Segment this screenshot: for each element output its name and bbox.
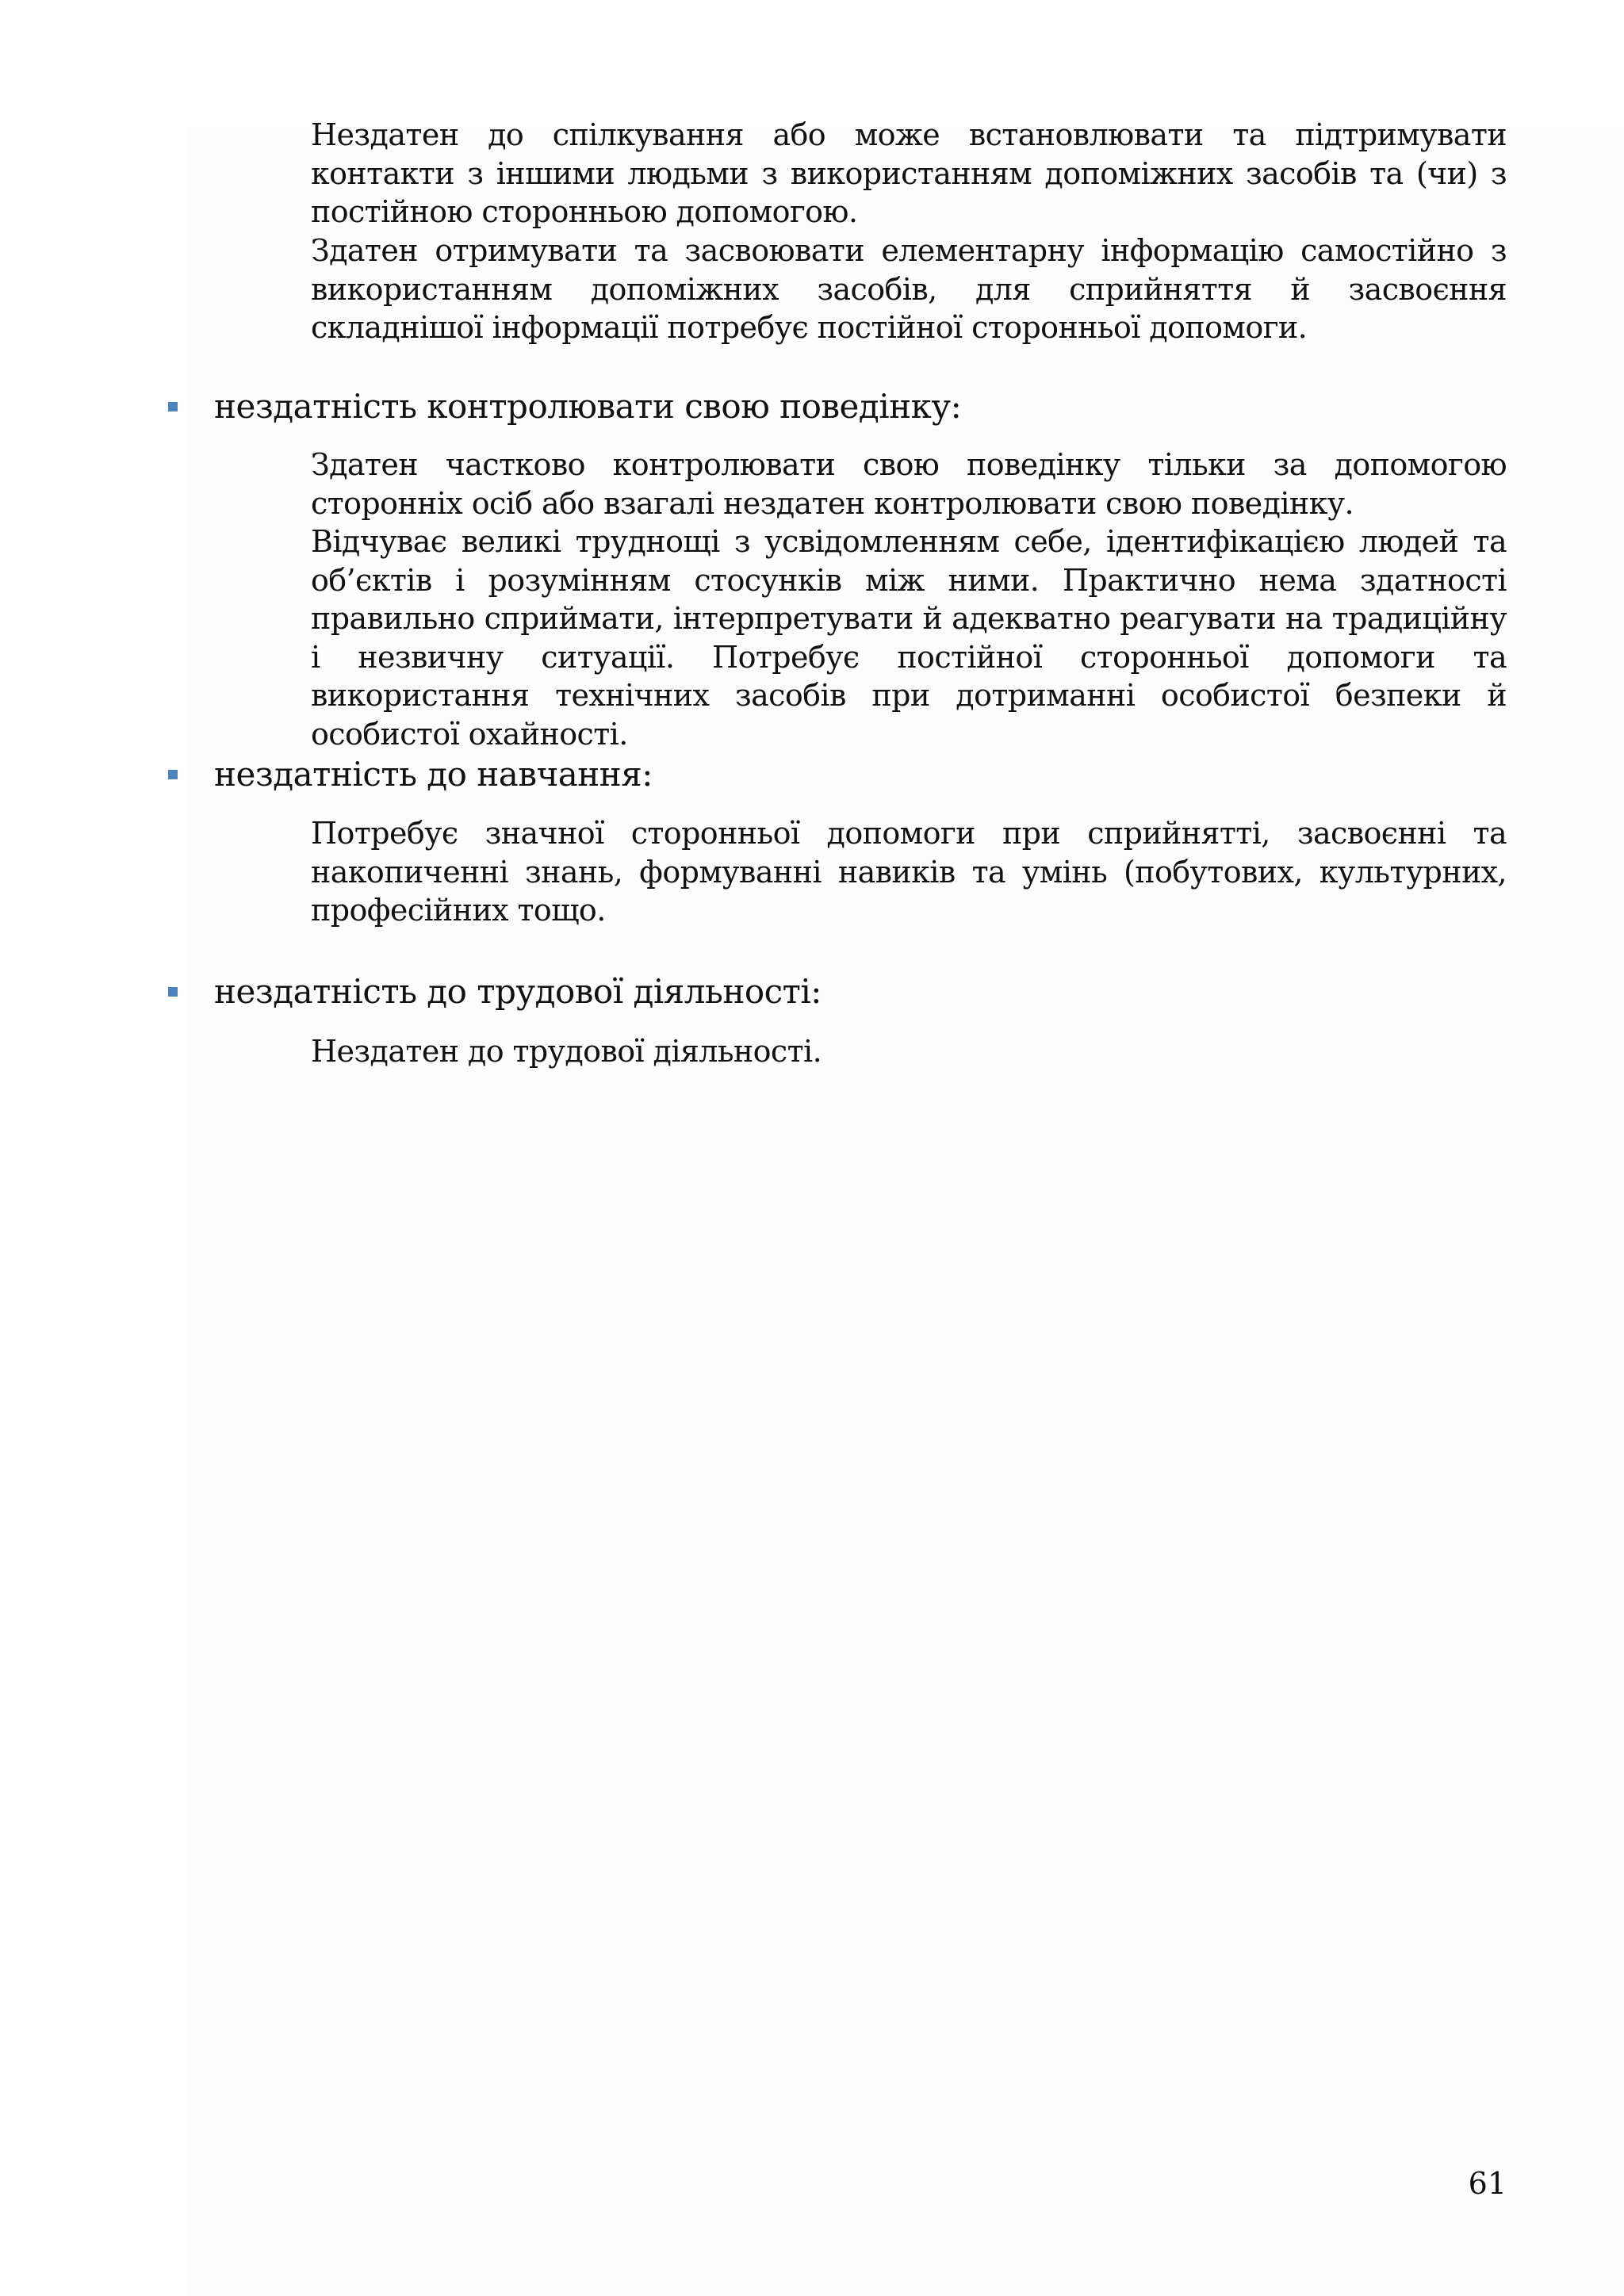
square-bullet-icon: [168, 770, 178, 779]
bullet-heading-behavior: нездатність контролювати свою поведінку:: [214, 387, 962, 426]
square-bullet-icon: [168, 402, 178, 411]
work-paragraph-1: Нездатен до трудової діяльності.: [311, 1034, 822, 1069]
behavior-paragraph-1: Здатен частково контролювати свою поведінку тільки за допомогою сторонніх осіб або взагалі нездатен контролювати свою поведінку.: [311, 447, 1507, 521]
list-item-learning: [0, 753, 1624, 801]
communication-paragraph-1: Нездатен до спілкування або може встановлювати та підтримувати контакти з іншими людьми з використанням допоміжних засобів та (чи) з постійною сторонньою допомогою.: [311, 117, 1507, 229]
bullet-heading-learning: нездатність до навчання:: [214, 755, 653, 794]
page-number: 61: [1468, 2166, 1507, 2201]
list-item-behavior: [0, 385, 1624, 433]
square-bullet-icon: [168, 987, 178, 997]
learning-paragraph-1: Потребує значної сторонньої допомоги при сприйнятті, засвоєнні та накопиченні знань, формуванні навиків та умінь (побутових, культурних, професійних тощо.: [311, 816, 1507, 928]
bullet-heading-work: нездатність до трудової діяльності:: [214, 972, 822, 1011]
list-item-work: [0, 970, 1624, 1018]
behavior-paragraph-2: Відчуває великі труднощі з усвідомленням себе, ідентифікацією людей та об’єктів і розумінням стосунків між ними. Практично нема здатності правильно сприймати, інтерпретувати й адекватно реагувати на традиційну і незвичну ситуації. Потребує постійної сторонньої допомоги та використання технічних засобів при дотриманні особистої безпеки й особистої охайності.: [311, 524, 1507, 752]
communication-paragraph-2: Здатен отримувати та засвоювати елементарну інформацію самостійно з використанням допоміжних засобів, для сприйняття й засвоєння складнішої інформації потребує постійної сторонньої допомоги.: [311, 233, 1507, 345]
